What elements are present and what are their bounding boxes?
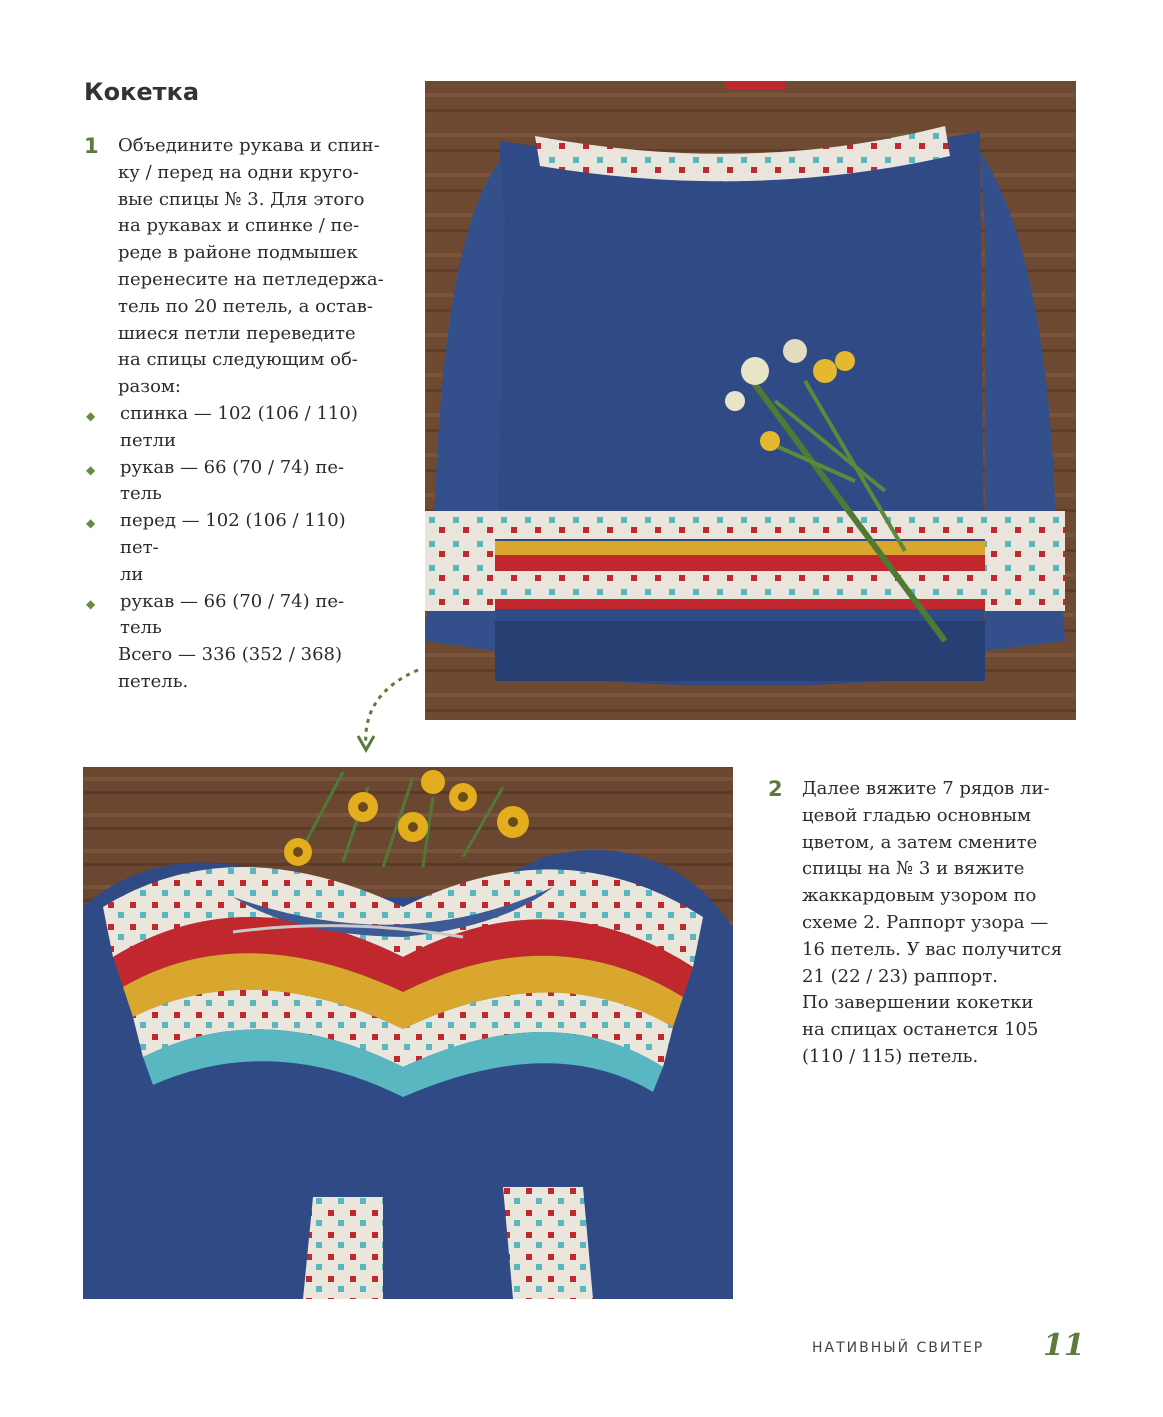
text-line: перед — 102 (106 / 110) пет-	[120, 510, 346, 558]
text-line: Далее вяжите 7 рядов ли-	[802, 778, 1050, 799]
step-2	[768, 776, 1078, 1071]
step-1-paragraph	[84, 133, 389, 401]
text-line: на спицы следующим об-	[118, 349, 358, 371]
diamond-bullet-icon: ◆	[86, 516, 96, 531]
text-line: рукав — 66 (70 / 74) пе-	[120, 590, 345, 612]
text-line: тель	[120, 617, 162, 639]
text-line: тель по 20 петель, а остав-	[118, 295, 373, 317]
list-item	[84, 401, 389, 455]
text-line: вые спицы № 3. Для этого	[118, 188, 365, 210]
text-line: тель	[120, 483, 162, 505]
text-line: схеме 2. Раппорт узора —	[802, 911, 1049, 933]
text-line: спицы на № 3 и вяжите	[802, 858, 1025, 880]
running-footer-title: НАТИВНЫЙ СВИТЕР	[812, 1340, 985, 1356]
text-line: Объедините рукава и спин-	[118, 135, 380, 156]
sweater-flat-photo	[425, 81, 1076, 720]
list-item	[84, 455, 389, 509]
text-line: перенесите на петледержа-	[118, 268, 384, 290]
text-line: на спицах останется 105	[802, 1019, 1039, 1041]
total-line	[84, 642, 389, 696]
step-2-paragraph	[768, 776, 1078, 1071]
step-2-text	[802, 776, 1078, 1071]
text-line: на рукавах и спинке / пе-	[118, 215, 360, 237]
diamond-bullet-icon: ◆	[86, 462, 96, 477]
list-item	[84, 589, 389, 643]
list-item	[84, 508, 389, 588]
step-number: 2	[768, 777, 783, 801]
text-line: петель.	[118, 670, 189, 692]
text-line: петли	[120, 429, 177, 451]
step-1-text	[118, 133, 389, 401]
text-line: реде в районе подмышек	[118, 242, 358, 264]
text-line: разом:	[118, 376, 181, 398]
text-line: цевой гладью основным	[802, 804, 1031, 826]
diamond-bullet-icon: ◆	[86, 596, 96, 611]
section-title: Кокетка	[84, 78, 200, 106]
text-line: шиеся петли переведите	[118, 322, 356, 344]
text-line: 21 (22 / 23) раппорт.	[802, 965, 998, 987]
text-line: (110 / 115) петель.	[802, 1045, 979, 1067]
text-line: спинка — 102 (106 / 110)	[120, 402, 358, 424]
text-line: рукав — 66 (70 / 74) пе-	[120, 456, 345, 478]
diamond-bullet-icon: ◆	[86, 408, 96, 423]
text-line: По завершении кокетки	[802, 992, 1034, 1014]
text-line: цветом, а затем смените	[802, 831, 1038, 853]
step-1	[84, 133, 389, 696]
step-number: 1	[84, 134, 99, 158]
sweater-yoke-photo	[83, 767, 733, 1299]
text-line: ли	[120, 563, 144, 585]
page-number: 11	[1043, 1328, 1085, 1363]
text-line: ку / перед на одни круго-	[118, 161, 359, 183]
curved-arrow-icon	[352, 664, 424, 756]
text-line: 16 петель. У вас получится	[802, 938, 1063, 960]
text-line: жаккардовым узором по	[802, 885, 1037, 907]
text-line: Всего — 336 (352 / 368)	[118, 644, 343, 666]
